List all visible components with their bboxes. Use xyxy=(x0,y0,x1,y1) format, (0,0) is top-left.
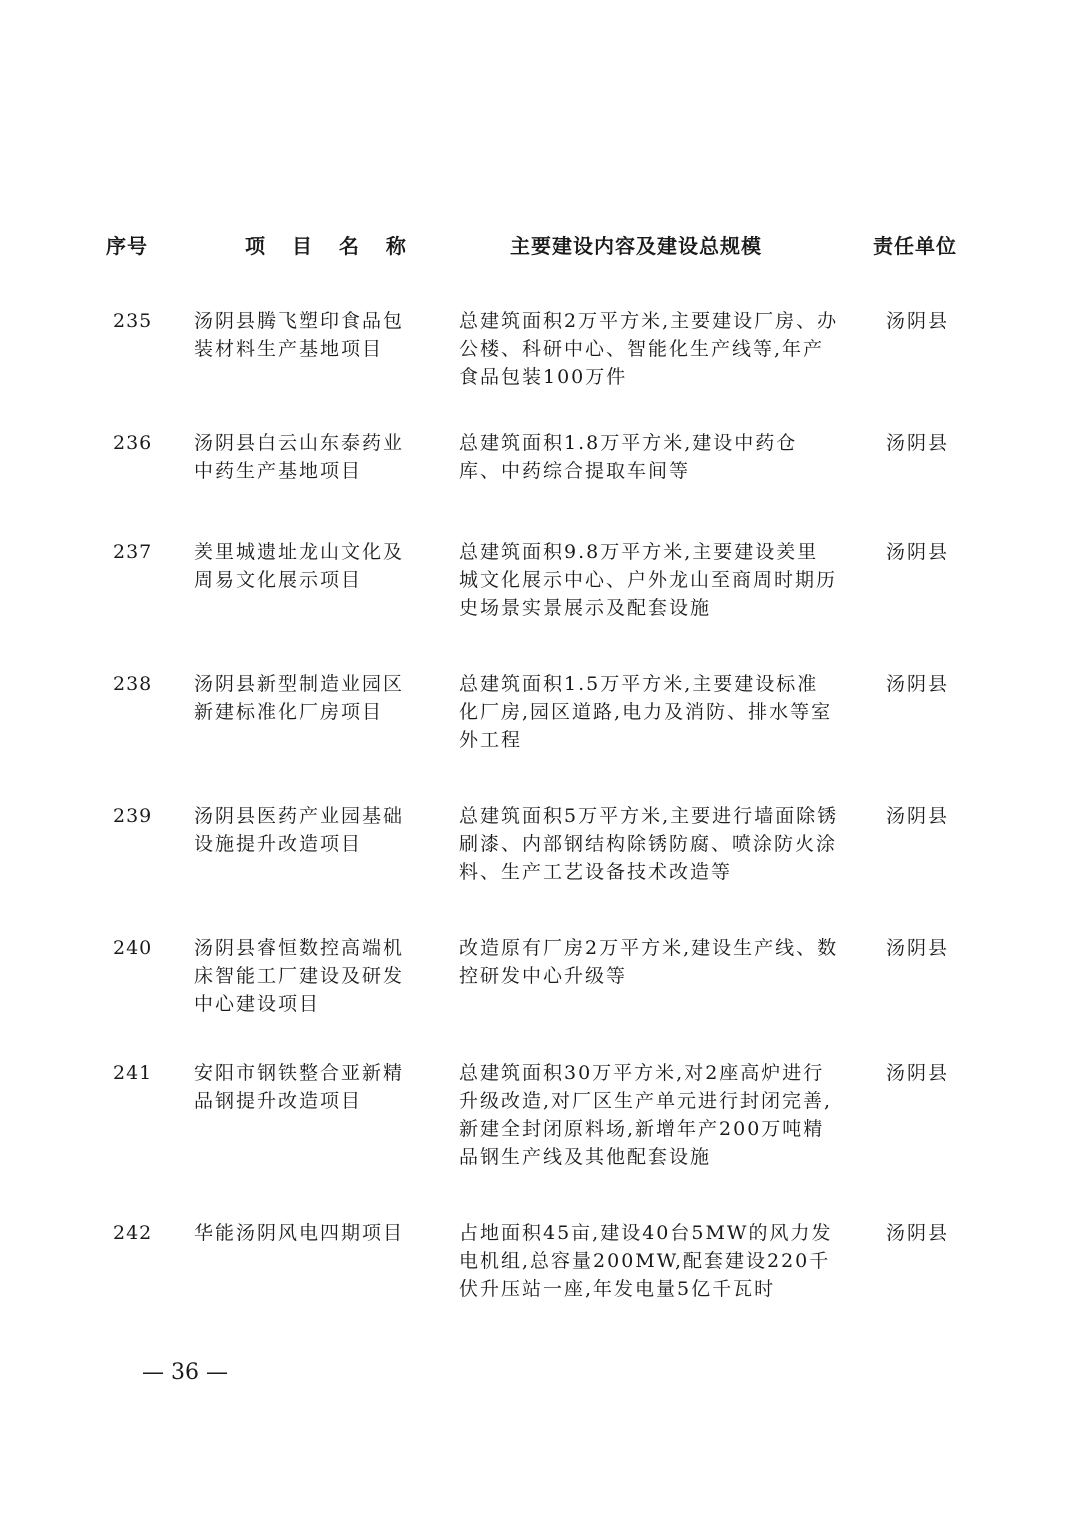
row-serial-number: 239 xyxy=(113,805,153,827)
row-project-name: 华能汤阴风电四期项目 xyxy=(194,1222,405,1244)
row-responsible-unit: 汤阴县 xyxy=(886,541,950,563)
row-serial-number: 238 xyxy=(113,673,153,695)
row-construction-content: 总建筑面积1.5万平方米,主要建设标准化厂房,园区道路,电力及消防、排水等室外工程 xyxy=(459,673,833,751)
row-serial-number: 235 xyxy=(113,310,153,332)
row-project-name: 汤阴县新型制造业园区新建标准化厂房项目 xyxy=(194,673,405,723)
table-header xyxy=(0,230,1080,260)
row-construction-content: 总建筑面积30万平方米,对2座高炉进行升级改造,对厂区生产单元进行封闭完善,新建全封闭原料场,新增年产200万吨精品钢生产线及其他配套设施 xyxy=(459,1062,833,1168)
row-project-name: 汤阴县腾飞塑印食品包装材料生产基地项目 xyxy=(194,310,405,360)
header-serial-number: 序号 xyxy=(106,234,148,258)
row-responsible-unit: 汤阴县 xyxy=(886,1062,950,1084)
row-construction-content: 改造原有厂房2万平方米,建设生产线、数控研发中心升级等 xyxy=(459,937,839,987)
row-serial-number: 241 xyxy=(113,1062,153,1084)
row-project-name: 安阳市钢铁整合亚新精品钢提升改造项目 xyxy=(194,1062,405,1112)
row-responsible-unit: 汤阴县 xyxy=(886,1222,950,1244)
row-serial-number: 242 xyxy=(113,1222,153,1244)
header-construction-content: 主要建设内容及建设总规模 xyxy=(510,234,762,258)
row-construction-content: 总建筑面积2万平方米,主要建设厂房、办公楼、科研中心、智能化生产线等,年产食品包装100万件 xyxy=(459,310,839,388)
row-responsible-unit: 汤阴县 xyxy=(886,805,950,827)
row-project-name: 汤阴县白云山东泰药业中药生产基地项目 xyxy=(194,432,405,482)
header-project-name: 项 目 名 称 xyxy=(245,234,416,258)
row-project-name: 汤阴县医药产业园基础设施提升改造项目 xyxy=(194,805,405,855)
row-serial-number: 237 xyxy=(113,541,153,563)
row-construction-content: 总建筑面积9.8万平方米,主要建设羑里城文化展示中心、户外龙山至商周时期历史场景实景展示及配套设施 xyxy=(459,541,838,619)
header-responsible-unit: 责任单位 xyxy=(873,234,957,258)
row-responsible-unit: 汤阴县 xyxy=(886,673,950,695)
row-project-name: 羑里城遗址龙山文化及周易文化展示项目 xyxy=(194,541,405,591)
row-responsible-unit: 汤阴县 xyxy=(886,937,950,959)
row-construction-content: 总建筑面积1.8万平方米,建设中药仓库、中药综合提取车间等 xyxy=(459,432,798,482)
row-project-name: 汤阴县睿恒数控高端机床智能工厂建设及研发中心建设项目 xyxy=(194,937,405,1015)
row-construction-content: 总建筑面积5万平方米,主要进行墙面除锈刷漆、内部钢结构除锈防腐、喷涂防火涂料、生产工艺设备技术改造等 xyxy=(459,805,839,883)
row-serial-number: 236 xyxy=(113,432,153,454)
row-responsible-unit: 汤阴县 xyxy=(886,432,950,454)
row-serial-number: 240 xyxy=(113,937,153,959)
row-responsible-unit: 汤阴县 xyxy=(886,310,950,332)
row-construction-content: 占地面积45亩,建设40台5MW的风力发电机组,总容量200MW,配套建设220千伏升压站一座,年发电量5亿千瓦时 xyxy=(459,1222,833,1300)
page-number: — 36 — xyxy=(142,1360,228,1385)
